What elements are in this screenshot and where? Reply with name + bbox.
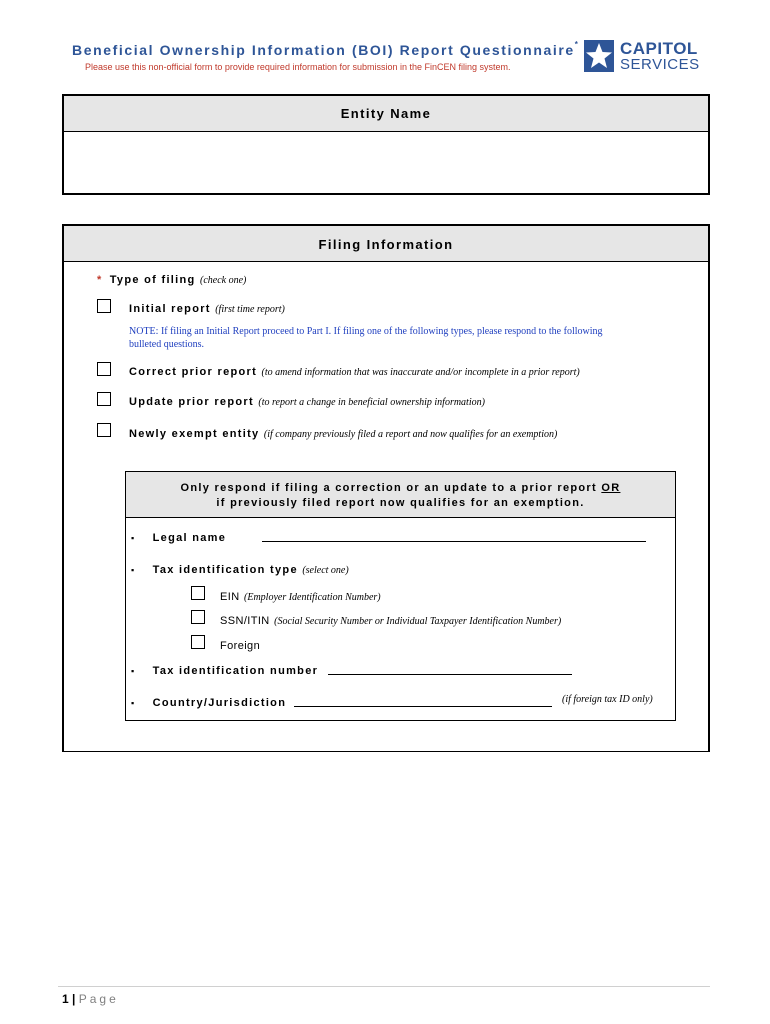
filing-note-line-2: bulleted questions. <box>129 339 204 350</box>
capitol-services-logo <box>584 40 704 74</box>
initial-report-hint: (first time report) <box>215 304 285 315</box>
update-prior-report-checkbox[interactable] <box>97 392 111 406</box>
foreign-checkbox[interactable] <box>191 635 205 649</box>
page-number: 1 <box>62 992 69 1006</box>
footer-separator: | <box>72 992 76 1006</box>
conditional-heading-or: OR <box>601 482 621 494</box>
ein-hint: (Employer Identification Number) <box>244 592 381 603</box>
tax-id-number-label: Tax identification number <box>152 665 319 677</box>
conditional-questions-section <box>125 471 676 721</box>
ein-option <box>220 587 381 605</box>
form-title-text: Beneficial Ownership Information (BOI) Report Questionnaire <box>72 42 575 58</box>
country-jurisdiction-label: Country/Jurisdiction <box>152 697 287 709</box>
tax-id-type-row <box>131 560 349 578</box>
conditional-questions-heading <box>126 472 675 518</box>
required-asterisk: * <box>97 274 102 286</box>
tax-id-type-hint: (select one) <box>302 565 349 576</box>
country-jurisdiction-hint: (if foreign tax ID only) <box>562 694 653 705</box>
page-word: Page <box>78 992 119 1006</box>
newly-exempt-entity-option <box>129 424 557 442</box>
bullet: ▪ <box>131 666 135 676</box>
entity-name-field[interactable] <box>64 132 708 192</box>
filing-information-heading: Filing Information <box>64 226 708 262</box>
legal-name-row <box>131 528 226 546</box>
country-jurisdiction-input[interactable] <box>294 693 552 707</box>
page-footer <box>62 992 119 1006</box>
correct-prior-report-hint: (to amend information that was inaccurate and/or incomplete in a prior report) <box>261 367 580 378</box>
newly-exempt-entity-hint: (if company previously filed a report and now qualifies for an exemption) <box>263 429 558 440</box>
ssn-itin-option <box>220 611 561 629</box>
logo-line-1: CAPITOL <box>620 39 698 58</box>
ein-checkbox[interactable] <box>191 586 205 600</box>
initial-report-option <box>129 299 285 317</box>
bullet: ▪ <box>131 698 135 708</box>
update-prior-report-option <box>129 392 485 410</box>
logo-line-2: SERVICES <box>620 56 700 73</box>
bullet: ▪ <box>131 533 135 543</box>
country-jurisdiction-row <box>131 693 286 711</box>
newly-exempt-entity-checkbox[interactable] <box>97 423 111 437</box>
correct-prior-report-option <box>129 362 580 380</box>
initial-report-checkbox[interactable] <box>97 299 111 313</box>
foreign-option <box>220 636 260 654</box>
ssn-itin-hint: (Social Security Number or Individual Taxpayer Identification Number) <box>274 616 562 627</box>
type-of-filing-label: Type of filing <box>109 274 196 286</box>
title-asterisk: * <box>574 40 578 49</box>
update-prior-report-hint: (to report a change in beneficial ownership information) <box>258 397 485 408</box>
foreign-label: Foreign <box>220 640 261 652</box>
filing-note <box>129 325 603 351</box>
legal-name-label: Legal name <box>152 532 227 544</box>
ssn-itin-label: SSN/ITIN <box>220 615 270 627</box>
star-icon <box>584 40 614 72</box>
conditional-heading-line-2: if previously filed report now qualifies for an exemption. <box>216 497 585 509</box>
form-title <box>72 42 578 58</box>
ssn-itin-checkbox[interactable] <box>191 610 205 624</box>
bullet: ▪ <box>131 565 135 575</box>
entity-name-section <box>62 94 710 195</box>
correct-prior-report-label: Correct prior report <box>129 366 258 378</box>
conditional-heading-line-1: Only respond if filing a correction or an update to a prior report <box>180 482 602 494</box>
initial-report-label: Initial report <box>129 303 211 315</box>
tax-id-number-row <box>131 661 318 679</box>
legal-name-input[interactable] <box>262 528 646 542</box>
correct-prior-report-checkbox[interactable] <box>97 362 111 376</box>
ein-label: EIN <box>220 591 240 603</box>
footer-divider <box>58 986 710 987</box>
tax-id-number-input[interactable] <box>328 661 572 675</box>
newly-exempt-entity-label: Newly exempt entity <box>129 428 260 440</box>
filing-note-line-1: NOTE: If filing an Initial Report proceed to Part I. If filing one of the following types, please respond to the following <box>129 326 603 337</box>
type-of-filing-row <box>97 270 246 288</box>
form-subtitle: Please use this non-official form to provide required information for submission in the FinCEN filing system. <box>85 62 511 72</box>
tax-id-type-label: Tax identification type <box>152 564 298 576</box>
type-of-filing-hint: (check one) <box>200 275 247 286</box>
entity-name-heading: Entity Name <box>64 96 708 132</box>
update-prior-report-label: Update prior report <box>129 396 254 408</box>
